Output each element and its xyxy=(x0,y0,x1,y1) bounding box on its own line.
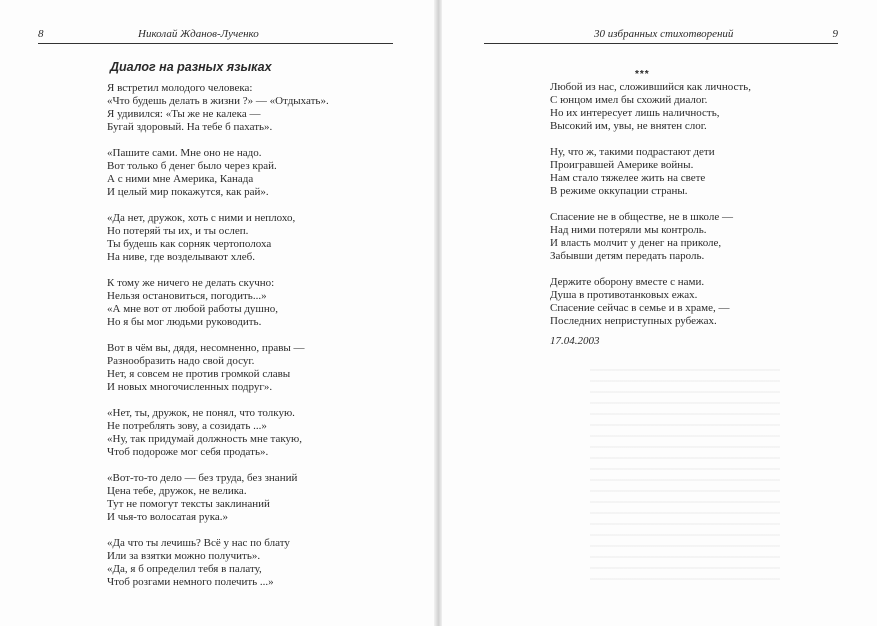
poem-line: Держите оборону вместе с нами. xyxy=(550,276,705,288)
right-header-rule xyxy=(484,43,838,44)
right-stanzas xyxy=(550,81,751,328)
poem-line: Душа в противотанковых ежах. xyxy=(550,289,698,301)
poem-line: К тому же ничего не делать скучно: xyxy=(107,277,275,289)
stanza-separator: *** xyxy=(635,69,650,80)
poem-line: Но их интересует лишь наличность, xyxy=(550,107,720,119)
poem-line: Спасение не в обществе, не в школе — xyxy=(550,211,733,223)
poem-line: На ниве, где возделывают хлеб. xyxy=(107,251,255,263)
poem-line: «А мне вот от любой работы душно, xyxy=(107,303,279,315)
poem-line: Вот в чём вы, дядя, несомненно, правы — xyxy=(107,342,305,354)
poem-line: Или за взятки можно получить». xyxy=(107,550,261,562)
poem-line: Но я бы мог людьми руководить. xyxy=(107,316,262,328)
poem-line: Нет, я совсем не против громкой славы xyxy=(107,368,291,380)
poem-line: Последних неприступных рубежах. xyxy=(550,315,717,327)
poem-line: Цена тебе, дружок, не велика. xyxy=(107,485,247,497)
stanza xyxy=(107,407,329,459)
stanza xyxy=(107,147,329,199)
show-through-shadow xyxy=(590,360,780,580)
stanza xyxy=(107,537,329,589)
stanza xyxy=(550,211,751,263)
poem-title: Диалог на разных языках xyxy=(110,60,272,74)
poem-line: Любой из нас, сложившийся как личность, xyxy=(550,81,751,93)
poem-line: «Да нет, дружок, хоть с ними и неплохо, xyxy=(107,212,296,224)
poem-line: С юнцом имел бы схожий диалог. xyxy=(550,94,708,106)
poem-line: Бугай здоровый. На тебе б пахать». xyxy=(107,121,273,133)
right-page-number: 9 xyxy=(832,28,838,40)
poem-line: Тут не помогут тексты заклинаний xyxy=(107,498,270,510)
poem-line: Но потеряй ты их, и ты ослеп. xyxy=(107,225,249,237)
poem-line: И целый мир покажутся, как рай». xyxy=(107,186,269,198)
poem-line: Вот только б денег было через край. xyxy=(107,160,277,172)
poem-line: И новых многочисленных подруг». xyxy=(107,381,273,393)
poem-date: 17.04.2003 xyxy=(550,335,600,347)
right-running-head-title: 30 избранных стихотворений xyxy=(594,28,734,40)
stanza xyxy=(550,276,751,328)
left-page-number: 8 xyxy=(38,28,44,40)
stanza xyxy=(107,212,329,264)
poem-line: «Пашите сами. Мне оно не надо. xyxy=(107,147,262,159)
right-running-head xyxy=(484,28,838,44)
poem-line: Спасение сейчас в семье и в храме, — xyxy=(550,302,730,314)
poem-line: Над ними потеряли мы контроль. xyxy=(550,224,707,236)
poem-line: Не потреблять зову, а созидать ...» xyxy=(107,420,267,432)
poem-line: «Ну, так придумай должность мне такую, xyxy=(107,433,303,445)
poem-line: И власть молчит у денег на приколе, xyxy=(550,237,722,249)
left-poem-body xyxy=(107,82,329,602)
poem-line: Я встретил молодого человека: xyxy=(107,82,253,94)
poem-line: И чья-то волосатая рука.» xyxy=(107,511,229,523)
stanza xyxy=(107,342,329,394)
poem-line: «Нет, ты, дружок, не понял, что толкую. xyxy=(107,407,295,419)
right-page xyxy=(440,0,877,626)
stanza xyxy=(107,472,329,524)
poem-line: Разнообразить надо свой досуг. xyxy=(107,355,255,367)
right-poem-body xyxy=(550,68,751,348)
poem-line: «Вот-то-то дело — без труда, без знаний xyxy=(107,472,298,484)
poem-line: Ты будешь как сорняк чертополоха xyxy=(107,238,272,250)
left-header-rule xyxy=(38,43,393,44)
left-running-head xyxy=(38,28,393,44)
poem-line: Нам стало тяжелее жить на свете xyxy=(550,172,706,184)
poem-line: Я удивился: «Ты же не калека — xyxy=(107,108,261,120)
poem-line: «Что будешь делать в жизни ?» — «Отдыхать». xyxy=(107,95,329,107)
stanza xyxy=(107,277,329,329)
stanza xyxy=(107,82,329,134)
poem-line: «Да что ты лечишь? Всё у нас по блату xyxy=(107,537,290,549)
poem-line: Проигравшей Америке войны. xyxy=(550,159,694,171)
poem-line: Нельзя остановиться, погодить...» xyxy=(107,290,267,302)
poem-line: Чтоб подороже мог себя продать». xyxy=(107,446,269,458)
stanza xyxy=(550,81,751,133)
poem-line: В режиме оккупации страны. xyxy=(550,185,688,197)
left-page xyxy=(0,0,437,626)
stanza xyxy=(550,146,751,198)
poem-line: Высокий им, увы, не внятен слог. xyxy=(550,120,707,132)
poem-line: «Да, я б определил тебя в палату, xyxy=(107,563,262,575)
poem-line: Забывши детям передать пароль. xyxy=(550,250,705,262)
poem-line: Ну, что ж, такими подрастают дети xyxy=(550,146,715,158)
poem-line: А с ними мне Америка, Канада xyxy=(107,173,254,185)
left-running-head-title: Николай Жданов-Лученко xyxy=(138,28,259,40)
poem-line: Чтоб розгами немного полечить ...» xyxy=(107,576,274,588)
